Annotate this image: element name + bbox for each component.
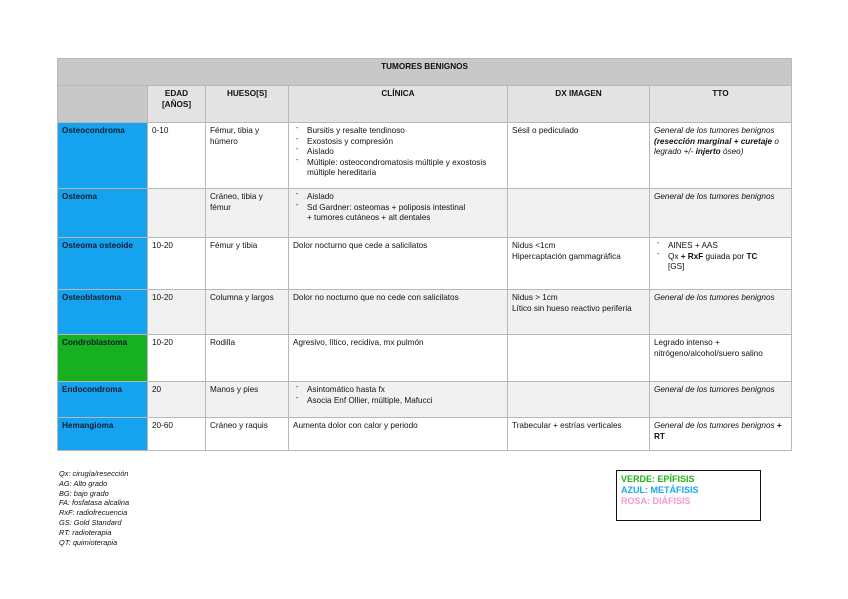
header-tto: TTO: [650, 86, 792, 123]
header-edad: EDAD [AÑOS]: [148, 86, 206, 123]
tto-cell: General de los tumores benignos: [650, 382, 792, 418]
abbreviation: QT: quimioterapia: [59, 537, 118, 547]
header-dx: DX IMAGEN: [508, 86, 650, 123]
tumor-name: Hemangioma: [58, 418, 148, 451]
dx-cell: [508, 189, 650, 238]
hueso-cell: Cráneo y raquis: [206, 418, 289, 451]
table-row: [58, 418, 792, 451]
tumor-name: Endocondroma: [58, 382, 148, 418]
hueso-cell: Fémur y tibia: [206, 238, 289, 290]
dx-cell: [508, 335, 650, 382]
table-title: TUMORES BENIGNOS: [58, 59, 792, 86]
color-legend: [616, 470, 761, 521]
dx-cell: Nidus <1cm Hipercaptación gammagráfica: [508, 238, 650, 290]
tto-cell: - AINES + AAS - Qx + RxF guiada por TC [GS]: [650, 238, 792, 290]
clinica-cell: Dolor no nocturno que no cede con salicilatos: [289, 290, 508, 335]
abbreviation: Qx: cirugía/resección: [59, 469, 129, 478]
legend-azul: AZUL: METÁFISIS: [621, 485, 699, 495]
edad-cell: 10-20: [148, 238, 206, 290]
dx-cell: Nidus > 1cm Lítico sin hueso reactivo periferia: [508, 290, 650, 335]
edad-cell: 10-20: [148, 335, 206, 382]
abbreviation: RxF: radiofrecuencia: [59, 508, 128, 518]
hueso-cell: Rodilla: [206, 335, 289, 382]
tto-cell: Legrado intenso + nitrógeno/alcohol/suero salino: [650, 335, 792, 382]
dx-cell: Sésil o pediculado: [508, 123, 650, 189]
table-row: [58, 382, 792, 418]
edad-cell: 20: [148, 382, 206, 418]
clinica-cell: - Bursitis y resalte tendinoso - Exostosis y compresión - Aislado - Múltiple: osteocondromatosis múltiple y exostosis múltiple hereditaria: [289, 123, 508, 189]
benign-tumors-table: [57, 58, 792, 451]
table-row: [58, 290, 792, 335]
clinica-cell: - Aislado - Sd Gardner: osteomas + poliposis intestinal + tumores cutáneos + alt dentales: [289, 189, 508, 238]
abbreviation: AG: Alto grado: [59, 478, 108, 488]
dx-cell: [508, 382, 650, 418]
legend-verde: VERDE: EPÍFISIS: [621, 474, 695, 484]
hueso-cell: Cráneo, tibia y fémur: [206, 189, 289, 238]
tto-cell: General de los tumores benignos (resección marginal + curetaje o legrado +/- injerto óseo): [650, 123, 792, 189]
table-row: [58, 238, 792, 290]
header-blank: [58, 86, 148, 123]
table-row: [58, 123, 792, 189]
clinica-cell: Aumenta dolor con calor y periodo: [289, 418, 508, 451]
edad-cell: [148, 189, 206, 238]
edad-cell: 20-60: [148, 418, 206, 451]
hueso-cell: Fémur, tibia y húmero: [206, 123, 289, 189]
tto-cell: General de los tumores benignos: [650, 290, 792, 335]
tto-cell: General de los tumores benignos: [650, 189, 792, 238]
abbreviation: RT: radioterapia: [59, 527, 112, 537]
clinica-cell: - Asintomático hasta fx - Asocia Enf Ollier, múltiple, Mafucci: [289, 382, 508, 418]
hueso-cell: Columna y largos: [206, 290, 289, 335]
hueso-cell: Manos y pies: [206, 382, 289, 418]
table-row: [58, 189, 792, 238]
abbreviation: FA: fosfatasa alcalina: [59, 498, 130, 508]
tumor-name: Osteoblastoma: [58, 290, 148, 335]
edad-cell: 0-10: [148, 123, 206, 189]
legend-rosa: ROSA: DIÁFISIS: [621, 496, 691, 506]
table-row: [58, 335, 792, 382]
abbreviation: GS: Gold Standard: [59, 517, 122, 527]
dx-cell: Trabecular + estrías verticales: [508, 418, 650, 451]
abbreviations-list: [59, 469, 129, 547]
abbreviation: BG: bajo grado: [59, 488, 109, 498]
tto-cell: General de los tumores benignos + RT: [650, 418, 792, 451]
tumor-name: Osteocondroma: [58, 123, 148, 189]
clinica-cell: Dolor nocturno que cede a salicilatos: [289, 238, 508, 290]
edad-cell: 10-20: [148, 290, 206, 335]
tumor-name: Condroblastoma: [58, 335, 148, 382]
clinica-cell: Agresivo, lítico, recidiva, mx pulmón: [289, 335, 508, 382]
header-clinica: CLÍNICA: [289, 86, 508, 123]
tumor-name: Osteoma: [58, 189, 148, 238]
tumor-name: Osteoma osteoide: [58, 238, 148, 290]
header-hueso: HUESO[S]: [206, 86, 289, 123]
